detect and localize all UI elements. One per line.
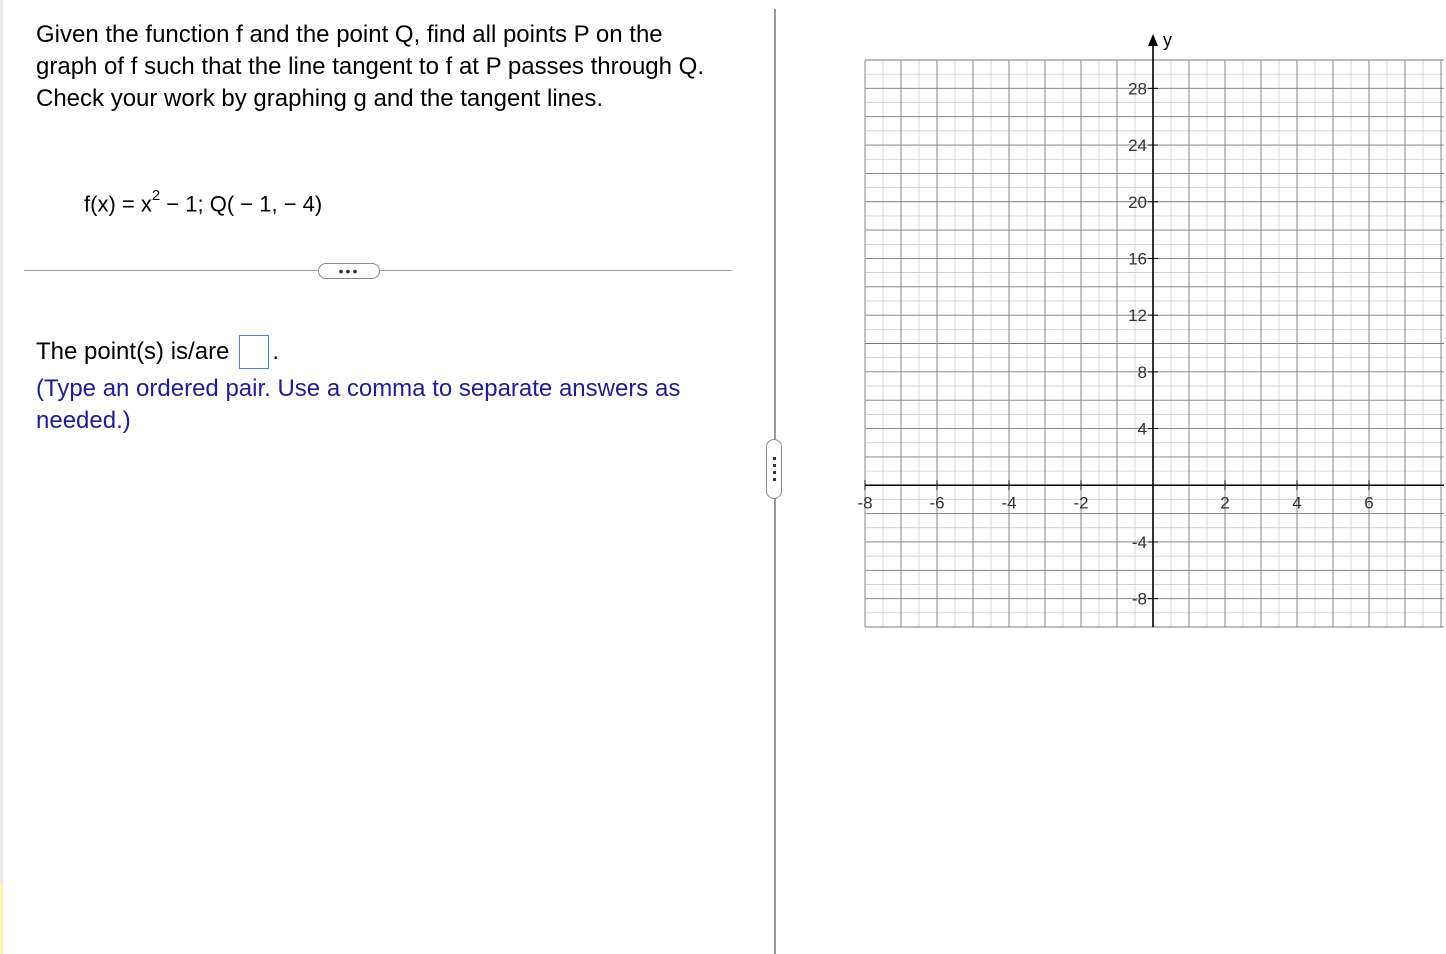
left-edge-accent xyxy=(0,884,3,954)
y-tick-label: 28 xyxy=(1128,79,1147,99)
answer-input[interactable] xyxy=(239,335,269,369)
grip-dot xyxy=(773,471,776,474)
grip-dot xyxy=(773,464,776,467)
show-more-button[interactable]: ••• xyxy=(318,263,380,279)
left-edge-bar xyxy=(0,0,3,954)
y-axis-label: y xyxy=(1163,30,1172,50)
question-prompt: Given the function f and the point Q, find all points P on the graph of f such that the line tangent to f at P passes through Q. Check your work by graphing g and the tangent lines. xyxy=(36,21,704,112)
x-tick-label: 4 xyxy=(1292,493,1302,513)
graph-plot[interactable] xyxy=(820,20,1444,640)
x-tick-label: -4 xyxy=(1001,493,1017,513)
y-tick-label: -4 xyxy=(1131,532,1147,552)
y-tick-label: 8 xyxy=(1137,362,1147,382)
x-tick-label: -6 xyxy=(929,493,945,513)
answer-label: The point(s) is/are xyxy=(36,338,230,365)
tick-labels xyxy=(857,79,1373,608)
y-tick-label: 12 xyxy=(1128,306,1147,326)
y-tick-label: 4 xyxy=(1137,419,1147,439)
y-tick-label: 16 xyxy=(1128,249,1147,269)
pane-resize-handle[interactable] xyxy=(766,439,782,499)
x-tick-label: 2 xyxy=(1220,493,1230,513)
y-tick-label: -8 xyxy=(1131,589,1147,609)
y-axis-arrow xyxy=(1148,34,1158,46)
formula-right: − 1; Q( − 1, − 4) xyxy=(160,191,323,217)
answer-period: . xyxy=(272,338,280,365)
answer-line xyxy=(36,335,279,369)
formula-left: f(x) = x xyxy=(84,191,152,217)
formula-exponent: 2 xyxy=(151,187,161,204)
grip-dot xyxy=(773,478,776,481)
grip-dot xyxy=(773,457,776,460)
x-tick-label: -2 xyxy=(1073,493,1089,513)
function-formula xyxy=(84,183,322,220)
y-tick-label: 24 xyxy=(1128,136,1147,156)
x-tick-label: 6 xyxy=(1364,493,1374,513)
x-tick-label: -8 xyxy=(857,493,873,513)
y-tick-label: 20 xyxy=(1128,192,1147,212)
answer-instruction: (Type an ordered pair. Use a comma to separate answers as needed.) xyxy=(36,375,681,434)
axes xyxy=(865,34,1444,627)
